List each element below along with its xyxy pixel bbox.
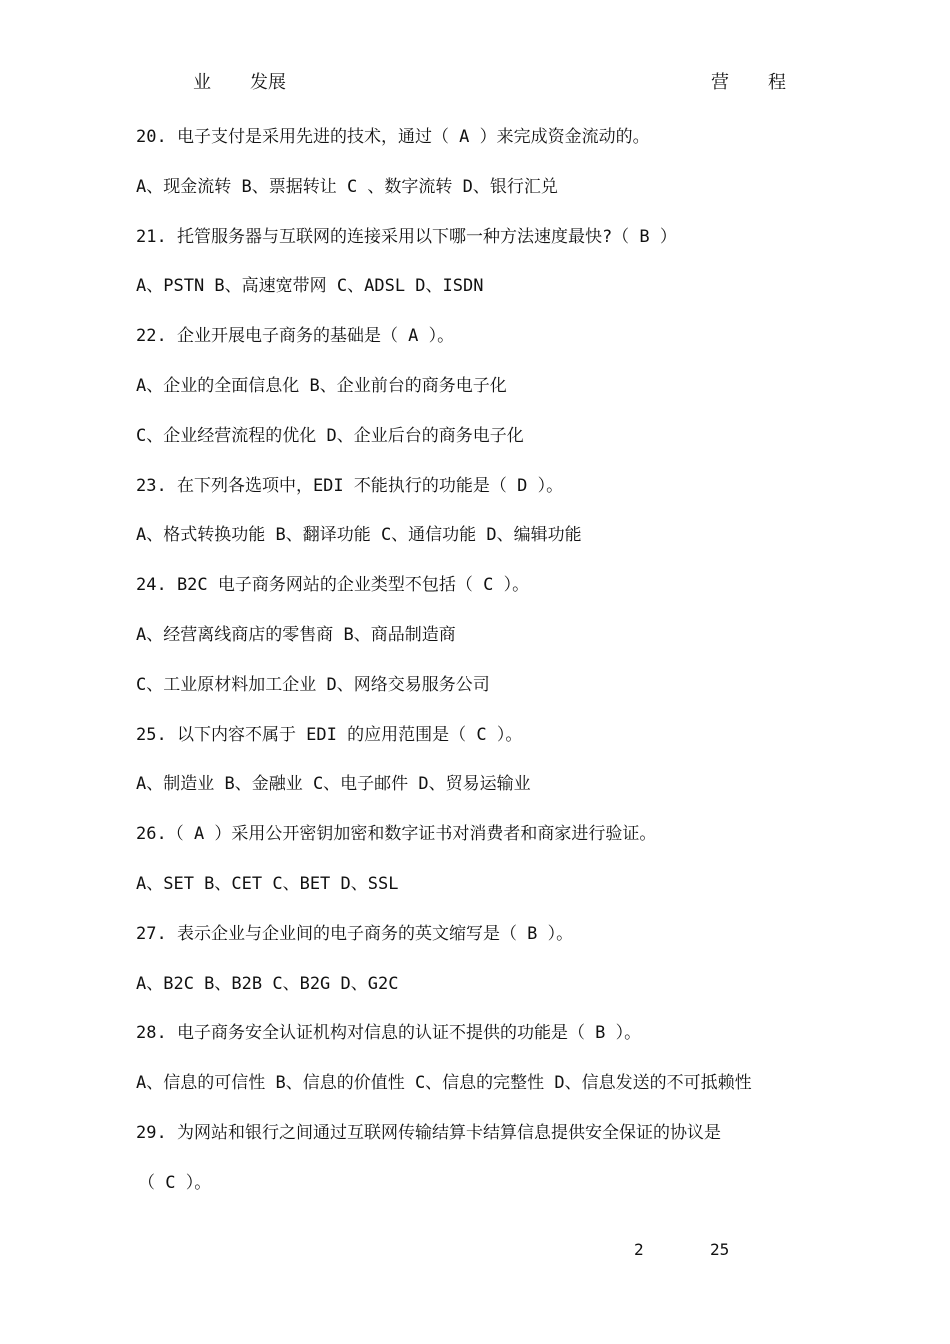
options-26: A、SET B、CET C、BET D、SSL bbox=[136, 873, 399, 894]
question-24: 24. B2C 电子商务网站的企业类型不包括（ C ）。 bbox=[136, 575, 530, 596]
question-21: 21. 托管服务器与互联网的连接采用以下哪一种方法速度最快?（ B ） bbox=[136, 226, 677, 247]
page-number: 2 bbox=[634, 1240, 644, 1259]
options-24-cd: C、工业原材料加工企业 D、网络交易服务公司 bbox=[136, 674, 490, 695]
options-20: A、现金流转 B、票据转让 C 、数字流转 D、银行汇兑 bbox=[136, 176, 558, 197]
header-fragment-left-b: 发展 bbox=[250, 72, 286, 93]
options-24-ab: A、经营离线商店的零售商 B、商品制造商 bbox=[136, 624, 456, 645]
question-27: 27. 表示企业与企业间的电子商务的英文缩写是（ B ）。 bbox=[136, 923, 574, 944]
question-28: 28. 电子商务安全认证机构对信息的认证不提供的功能是（ B ）。 bbox=[136, 1023, 642, 1044]
options-22-cd: C、企业经营流程的优化 D、企业后台的商务电子化 bbox=[136, 425, 524, 446]
header-fragment-right-a: 营 bbox=[711, 72, 729, 93]
header-fragment-left-a: 业 bbox=[193, 72, 211, 93]
header-fragment-right-b: 程 bbox=[768, 72, 786, 93]
question-list bbox=[136, 125, 836, 1221]
question-25: 25. 以下内容不属于 EDI 的应用范围是（ C ）。 bbox=[136, 724, 523, 745]
question-23: 23. 在下列各选项中，EDI 不能执行的功能是（ D ）。 bbox=[136, 475, 564, 496]
question-29: 29. 为网站和银行之间通过互联网传输结算卡结算信息提供安全保证的协议是 bbox=[136, 1122, 721, 1143]
question-20: 20. 电子支付是采用先进的技术，通过（ A ）来完成资金流动的。 bbox=[136, 127, 650, 147]
question-22: 22. 企业开展电子商务的基础是（ A ）。 bbox=[136, 326, 455, 347]
options-21: A、PSTN B、高速宽带网 C、ADSL D、ISDN bbox=[136, 276, 484, 297]
question-26: 26.（ A ）采用公开密钥加密和数字证书对消费者和商家进行验证。 bbox=[136, 824, 657, 845]
answer-29: （ C ）。 bbox=[138, 1172, 212, 1193]
options-25: A、制造业 B、金融业 C、电子邮件 D、贸易运输业 bbox=[136, 774, 531, 795]
options-28: A、信息的可信性 B、信息的价值性 C、信息的完整性 D、信息发送的不可抵赖性 bbox=[136, 1073, 752, 1094]
page-total: 25 bbox=[710, 1240, 730, 1259]
options-27: A、B2C B、B2B C、B2G D、G2C bbox=[136, 973, 399, 994]
options-23: A、格式转换功能 B、翻译功能 C、通信功能 D、编辑功能 bbox=[136, 525, 582, 546]
options-22-ab: A、企业的全面信息化 B、企业前台的商务电子化 bbox=[136, 375, 507, 396]
